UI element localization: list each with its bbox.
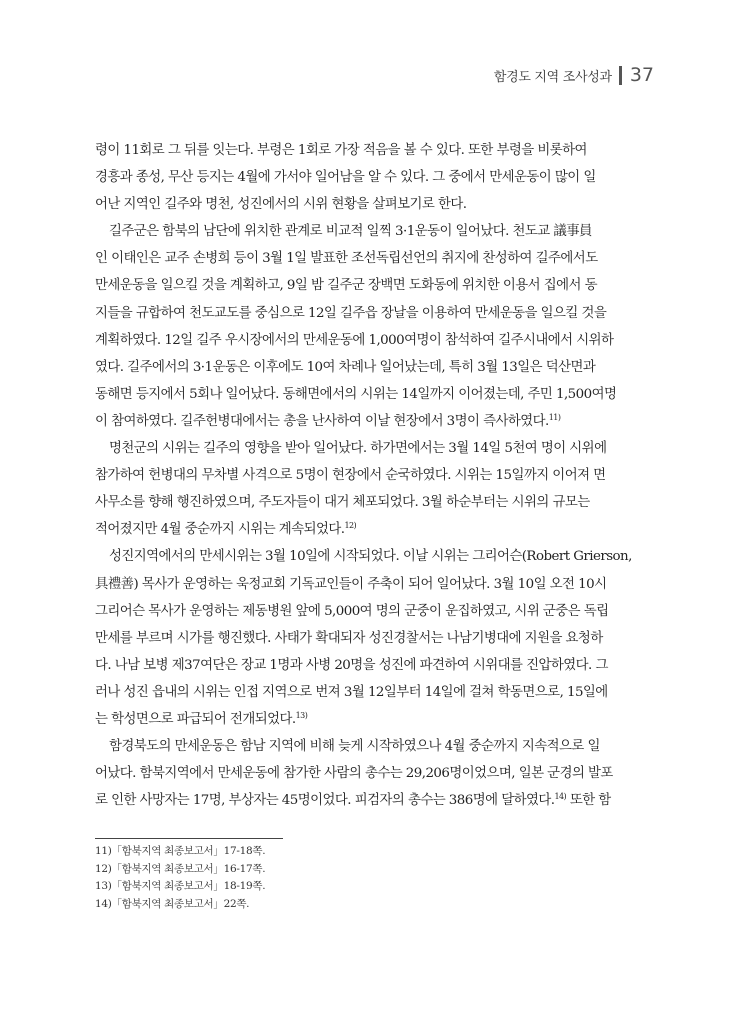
footnote-ref: 14) [554,792,567,802]
body-text [95,137,662,814]
text-line: 다. 나남 보병 제37여단은 장교 1명과 사병 20명을 성진에 파견하여 시위대를 진압하였다. 그 [95,657,608,673]
text-line: 사무소를 향해 행진하였으며, 주도자들이 대거 체포되었다. 3월 하순부터는 시위의 규모는 [95,495,590,511]
text-line: 길주군은 함북의 남단에 위치한 관계로 비교적 일찍 3·1운동이 일어났다. 천도교 議事員 [109,224,592,240]
text-line: 였다. 길주에서의 3·1운동은 이후에도 10여 차례나 일어났는데, 특히 3월 13일은 덕산면과 [95,359,596,375]
text-line: 성진지역에서의 만세시위는 3월 10일에 시작되었다. 이날 시위는 그리어슨(Robert Grierson, [109,549,632,565]
text-line: 지들을 규합하여 천도교도를 중심으로 12일 길주읍 장날을 이용하여 만세운동을 일으킬 것을 [95,305,607,321]
text-line: 경흥과 종성, 무산 등지는 4월에 가서야 일어남을 알 수 있다. 그 중에서 만세운동이 많이 일 [95,170,596,186]
text-line: 具禮善) 목사가 운영하는 욱정교회 기독교인들이 주축이 되어 일어났다. 3월 10일 오전 10시 [95,576,607,592]
text-line [95,787,662,814]
text-segment: 로 인한 사망자는 17명, 부상자는 45명이었다. 피검자의 총수는 386명에 달하였다. [95,793,555,809]
footnotes [95,843,265,913]
text-line: 어났다. 함북지역에서 만세운동에 참가한 사람의 총수는 29,206명이었으며, 일본 군경의 발포 [95,766,613,782]
footnote-item: 14)「함북지역 최종보고서」22쪽. [95,897,250,910]
running-header [494,64,654,86]
header-divider-bar [619,66,622,85]
footnote-item: 12)「함북지역 최종보고서」16-17쪽. [95,862,266,875]
footnote-ref: 11) [548,412,561,422]
text-line: 함경북도의 만세운동은 함남 지역에 비해 늦게 시작하였으나 4월 중순까지 지속적으로 일 [109,739,600,755]
footnote-divider [95,838,283,839]
text-line: 령이 11회로 그 뒤를 잇는다. 부령은 1회로 가장 적음을 볼 수 있다. 또한 부령을 비롯하여 [95,143,587,158]
text-segment: 또한 함 [566,793,611,809]
footnote-ref: 12) [344,521,357,531]
text-line: 만세를 부르며 시가를 행진했다. 사태가 확대되자 성진경찰서는 나남기병대에 지원을 요청하 [95,630,603,646]
text-line: 동해면 등지에서 5회나 일어났다. 동해면에서의 시위는 14일까지 이어졌는데, 주민 1,500여명 [95,386,617,402]
text-line: 만세운동을 일으킬 것을 계획하고, 9일 밤 길주군 장백면 도화동에 위치한 이용서 집에서 동 [95,278,598,294]
running-header-title: 함경도 지역 조사성과 [493,69,612,85]
text-line: 계획하였다. 12일 길주 우시장에서의 만세운동에 1,000여명이 참석하여 길주시내에서 시위하 [95,332,614,348]
text-segment: 적어졌지만 4월 중순까지 시위는 계속되었다. [95,522,345,538]
text-line: 어난 지역인 길주와 명천, 성진에서의 시위 현황을 살펴보기로 한다. [95,197,467,213]
text-segment: 이 참여하였다. 길주헌병대에서는 총을 난사하여 이날 현장에서 3명이 즉사하였다. [95,413,549,429]
text-line: 참가하여 헌병대의 무차별 사격으로 5명이 현장에서 순국하였다. 시위는 15일까지 이어져 면 [95,468,606,484]
text-line: 인 이태인은 교주 손병희 등이 3월 1일 발표한 조선독립선언의 취지에 찬성하여 길주에서도 [95,251,598,267]
footnote-item: 11)「함북지역 최종보고서」17-18쪽. [95,845,266,857]
page-number: 37 [629,64,654,86]
footnote-ref: 13) [295,710,308,720]
text-line [95,706,662,733]
text-line: 명천군의 시위는 길주의 영향을 받아 일어났다. 하가면에서는 3월 14일 5천여 명이 시위에 [109,441,607,457]
text-segment: 는 학성면으로 파급되어 전개되었다. [95,711,296,727]
text-line [95,408,662,435]
text-line: 그리어슨 목사가 운영하는 제동병원 앞에 5,000여 명의 군중이 운집하였고, 시위 군중은 독립 [95,603,609,619]
text-line: 러나 성진 읍내의 시위는 인접 지역으로 번져 3월 12일부터 14일에 걸쳐 학동면으로, 15일에 [95,684,608,700]
text-line [95,516,662,543]
footnote-item: 13)「함북지역 최종보고서」18-19쪽. [95,880,266,892]
